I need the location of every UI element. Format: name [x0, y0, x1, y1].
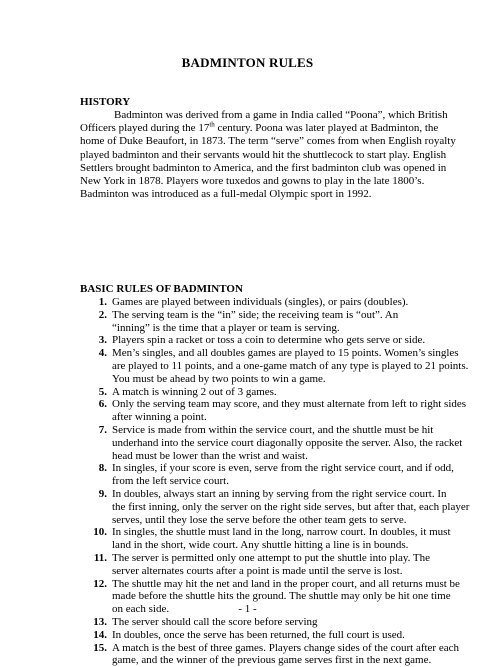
rule-text-line: head must be lower than the wrist and waist.	[112, 449, 308, 462]
rule-text	[112, 296, 440, 309]
rule-text-line: A match is winning 2 out of 3 games.	[112, 385, 277, 398]
rule-text-line: In singles, if your score is even, serve from the right service court, and if odd,	[112, 462, 454, 475]
rule-text-line: “inning” is the time that a player or team is serving.	[112, 321, 340, 334]
history-line	[80, 120, 439, 135]
rule-item	[80, 296, 440, 309]
rule-text-line: Men’s singles, and all doubles games are played to 15 points. Women’s singles	[112, 347, 459, 360]
rule-text	[112, 641, 459, 667]
rule-text	[112, 526, 451, 552]
rule-text-line: game, and the winner of the previous game serves first in the next game.	[112, 654, 432, 667]
rule-item	[80, 462, 454, 488]
rule-text-line: after winning a point.	[112, 411, 207, 424]
rule-text-line: from the left service court.	[112, 475, 229, 488]
rule-text-line: The server should call the score before serving	[112, 615, 318, 628]
rule-text	[112, 487, 470, 526]
history-line-part: century. Poona was later played at Badminton, the	[214, 122, 439, 135]
history-line-part: Officers played during the 17	[80, 122, 210, 135]
rule-text	[112, 398, 467, 424]
rule-text-line: underhand into the service court diagonally opposite the server. Also, the racket	[112, 436, 463, 449]
rule-text-line: The serving team is the “in” side; the receiving team is “out”. An	[112, 308, 399, 321]
rule-text-line: on each side.	[112, 603, 170, 616]
rule-item	[80, 347, 469, 385]
rule-text-line: Service is made from within the service court, and the shuttle must be hit	[112, 423, 434, 436]
rule-number: 3.	[98, 334, 107, 347]
rule-text	[112, 309, 440, 335]
rule-number: 1.	[98, 296, 107, 308]
history-line: Badminton was introduced as a full-medal Olympic sport in 1992.	[80, 188, 372, 201]
rule-number: 2.	[98, 308, 107, 321]
rule-number: 6.	[98, 398, 107, 411]
rule-number: 7.	[98, 423, 107, 436]
rule-text	[112, 334, 440, 347]
rule-text-line: Only the serving team may score, and they must alternate from left to right sides	[112, 398, 467, 411]
rule-text	[112, 616, 440, 629]
history-line: home of Duke Beaufort, in 1873. The term “serve” comes from when English royalty	[80, 135, 456, 148]
rule-number: 15.	[93, 641, 107, 654]
rule-text-line: The shuttle may hit the net and land in the proper court, and all returns must be	[112, 577, 460, 590]
rule-item	[80, 616, 440, 629]
rule-text	[112, 423, 463, 462]
rule-text-line: serves, until they lose the serve before the other team gets to serve.	[112, 513, 407, 526]
history-line: Settlers brought badminton to America, and the first badminton club was opened in	[80, 161, 447, 174]
history-heading: HISTORY	[80, 96, 131, 108]
superscript: th	[209, 120, 215, 129]
rule-number: 13.	[93, 615, 107, 628]
rule-text-line: the first inning, only the server on the right side serves, but after that, each player	[112, 500, 470, 513]
rule-number: 14.	[93, 628, 107, 641]
rule-text	[112, 347, 469, 385]
rule-text	[112, 552, 440, 578]
rule-item	[80, 641, 459, 667]
history-line: New York in 1878. Players wore tuxedos and gowns to play in the late 1800’s.	[80, 175, 425, 188]
rule-item	[80, 309, 440, 335]
basic-rules-heading: BASIC RULES OF BADMINTON	[80, 283, 243, 295]
rule-number: 8.	[98, 462, 107, 475]
rule-item	[80, 526, 451, 552]
rule-item	[80, 334, 440, 347]
rule-number: 10.	[93, 526, 107, 539]
rule-item	[80, 487, 470, 526]
rule-text-line: In singles, the shuttle must land in the long, narrow court. In doubles, it must	[112, 526, 451, 539]
rule-text-line: Players spin a racket or toss a coin to determine who gets serve or side.	[112, 334, 426, 347]
rule-item	[80, 552, 440, 578]
rule-text-line: The server is permitted only one attempt to put the shuttle into play. The	[112, 551, 431, 564]
rule-item	[80, 386, 440, 399]
rule-text-line: A match is the best of three games. Players change sides of the court after each	[112, 641, 459, 654]
rule-number: 12.	[93, 577, 107, 590]
rule-text-line: You must be ahead by two points to win a game.	[112, 372, 326, 385]
page-number: - 1 -	[238, 603, 257, 615]
rule-text-line: Games are played between individuals (singles), or pairs (doubles).	[112, 296, 409, 308]
rule-item	[80, 423, 463, 462]
rule-number: 11.	[93, 551, 107, 564]
history-line: played badminton and their servants would hit the shuttlecock to start play. English	[80, 148, 447, 161]
rule-text	[112, 386, 440, 399]
rule-text-line: In doubles, once the serve has been returned, the full court is used.	[112, 628, 405, 641]
rule-number: 4.	[98, 347, 107, 360]
rule-item	[80, 398, 467, 424]
history-paragraph	[80, 109, 456, 201]
rule-number: 5.	[98, 385, 107, 398]
rule-text-line: land in the short, wide court. Any shuttle hitting a line is in bounds.	[112, 539, 409, 552]
rule-text-line: server alternates courts after a point is made until the serve is lost.	[112, 564, 403, 577]
rule-text-line: In doubles, always start an inning by serving from the right service court. In	[112, 487, 447, 500]
page-title: BADMINTON RULES	[181, 55, 314, 70]
rule-text	[112, 462, 454, 488]
rule-number: 9.	[98, 487, 107, 500]
history-line: Badminton was derived from a game in India called “Poona”, which British	[114, 109, 448, 121]
rule-text-line: are played to 11 points, and a one-game match of any type is played to 21 points.	[112, 359, 469, 372]
rule-text-line: made before the shuttle hits the ground. The shuttle may only be hit one time	[112, 590, 451, 603]
